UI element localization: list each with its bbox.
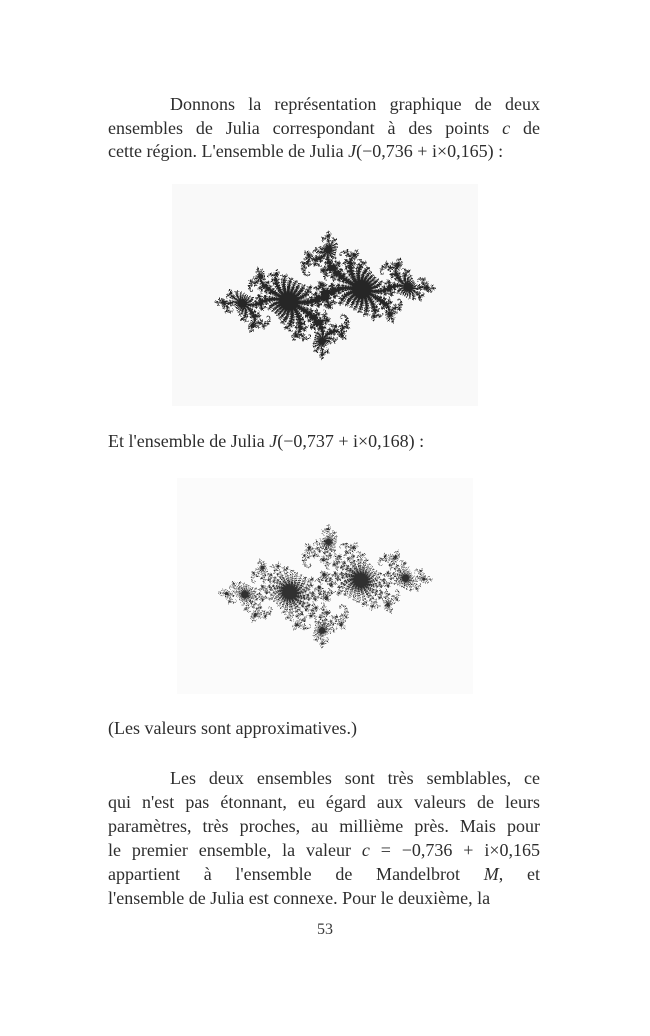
paragraph-discussion	[108, 766, 540, 910]
julia-fractal-dust-image	[177, 478, 473, 694]
julia-fractal-connected-image	[172, 184, 478, 406]
text-line: Donnons la représentation graphique de deux	[170, 94, 540, 114]
text-line: appartient à l'ensemble de Mandelbrot M, et	[108, 864, 540, 884]
text-line: l'ensemble de Julia est connexe. Pour le deuxième, la	[108, 888, 491, 908]
text-line: le premier ensemble, la valeur c = −0,736 + i×0,165	[108, 840, 540, 860]
text-line: cette région. L'ensemble de Julia J(−0,736 + i×0,165) :	[108, 141, 504, 161]
julia-set-figure-connected	[172, 184, 478, 406]
figures-caption	[108, 717, 540, 741]
text-line: ensembles de Julia correspondant à des points c de	[108, 117, 540, 138]
text-line: Les deux ensembles sont très semblables, ce	[170, 768, 540, 788]
text-line-second-set	[108, 430, 540, 454]
julia-set-figure-dust	[177, 478, 473, 694]
paragraph-intro	[108, 93, 540, 164]
text-line: qui n'est pas étonnant, eu égard aux valeurs de leurs	[108, 792, 540, 812]
text-line: Et l'ensemble de Julia J(−0,737 + i×0,168) :	[108, 431, 425, 451]
text-line: paramètres, très proches, au millième près. Mais pour	[108, 816, 540, 836]
text-line: (Les valeurs sont approximatives.)	[108, 718, 357, 738]
page-number: 53	[317, 921, 333, 938]
